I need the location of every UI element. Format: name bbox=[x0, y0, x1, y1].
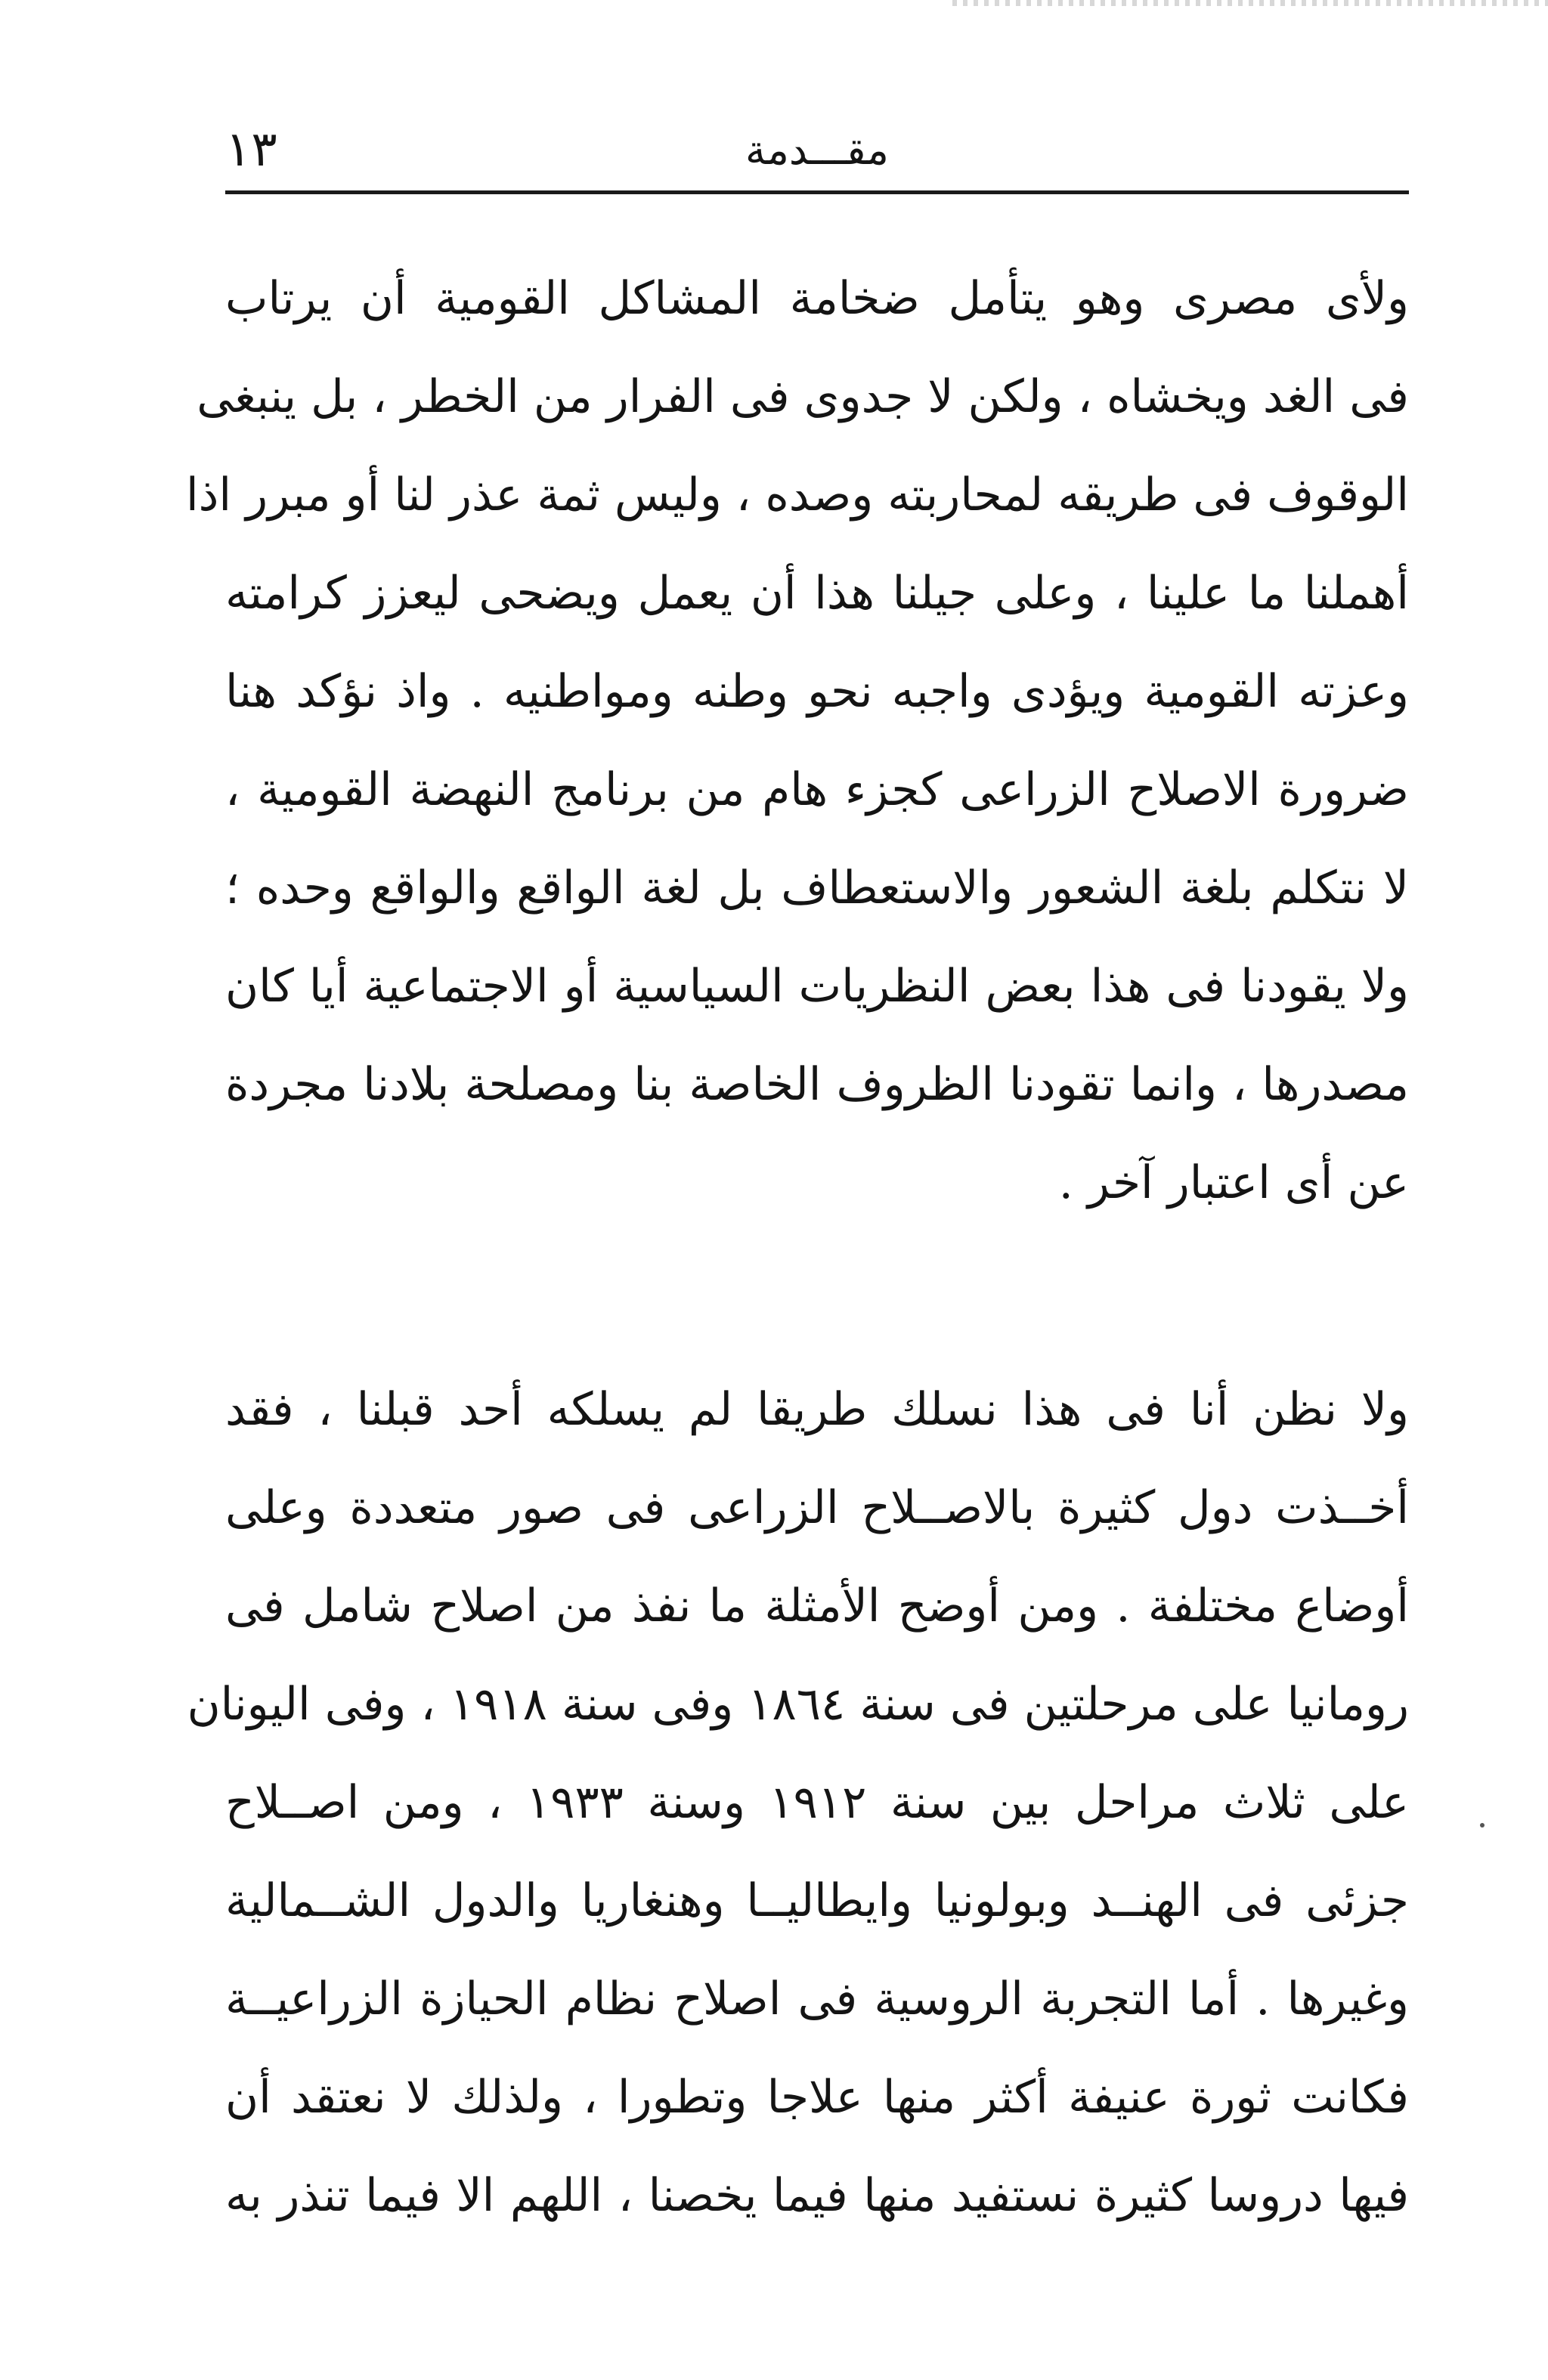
header-rule bbox=[225, 190, 1409, 194]
text-line: جزئى فى الهنــد وبولونيا وايطاليــا وهنغاريا والدول الشــمالية bbox=[225, 1874, 1409, 1927]
text-line: عن أى اعتبار آخر . bbox=[1058, 1156, 1409, 1209]
text-line: ولا نظن أنا فى هذا نسلك طريقا لم يسلكه أحد قبلنا ، فقد bbox=[225, 1383, 1409, 1436]
text-line: أوضاع مختلفة . ومن أوضح الأمثلة ما نفذ من اصلاح شامل فى bbox=[225, 1580, 1409, 1633]
text-line: أهملنا ما علينا ، وعلى جيلنا هذا أن يعمل ويضحى ليعزز كرامته bbox=[225, 567, 1409, 620]
running-head-title: مقـــدمة bbox=[745, 126, 889, 174]
text-line: فكانت ثورة عنيفة أكثر منها علاجا وتطورا ، ولذلك لا نعتقد أن bbox=[225, 2071, 1409, 2124]
text-line: ولأى مصرى وهو يتأمل ضخامة المشاكل القومية أن يرتاب bbox=[225, 272, 1409, 325]
margin-speck bbox=[1480, 1823, 1485, 1828]
text-line: فيها دروسا كثيرة نستفيد منها فيما يخصنا ، اللهم الا فيما تنذر به bbox=[225, 2169, 1409, 2222]
text-line: ولا يقودنا فى هذا بعض النظريات السياسية أو الاجتماعية أيا كان bbox=[225, 960, 1409, 1013]
text-line: الوقوف فى طريقه لمحاربته وصده ، وليس ثمة عذر لنا أو مبرر اذا bbox=[186, 469, 1409, 521]
text-line: أخــذت دول كثيرة بالاصــلاح الزراعى فى صور متعددة وعلى bbox=[225, 1481, 1409, 1534]
text-line: رومانيا على مرحلتين فى سنة ١٨٦٤ وفى سنة ١٩١٨ ، وفى اليونان bbox=[187, 1678, 1409, 1731]
running-head bbox=[225, 113, 1409, 189]
text-line: ضرورة الاصلاح الزراعى كجزء هام من برنامج النهضة القومية ، bbox=[225, 763, 1409, 816]
text-line: فى الغد ويخشاه ، ولكن لا جدوى فى الفرار من الخطر ، بل ينبغى bbox=[197, 370, 1409, 423]
text-line: وغيرها . أما التجربة الروسية فى اصلاح نظام الحيازة الزراعيــة bbox=[225, 1973, 1409, 2026]
paragraph-1 bbox=[186, 249, 1409, 1232]
text-line: على ثلاث مراحل بين سنة ١٩١٢ وسنة ١٩٣٣ ، ومن اصــلاح bbox=[225, 1776, 1409, 1829]
text-line: مصدرها ، وانما تقودنا الظروف الخاصة بنا ومصلحة بلادنا مجردة bbox=[225, 1058, 1409, 1111]
paragraph-2 bbox=[187, 1360, 1409, 2245]
scan-edge-marks bbox=[952, 0, 1548, 6]
text-line: وعزته القومية ويؤدى واجبه نحو وطنه ومواطنيه . واذ نؤكد هنا bbox=[225, 665, 1409, 718]
text-line: لا نتكلم بلغة الشعور والاستعطاف بل لغة الواقع والواقع وحده ؛ bbox=[225, 862, 1409, 915]
page-number: ١٣ bbox=[225, 122, 277, 178]
